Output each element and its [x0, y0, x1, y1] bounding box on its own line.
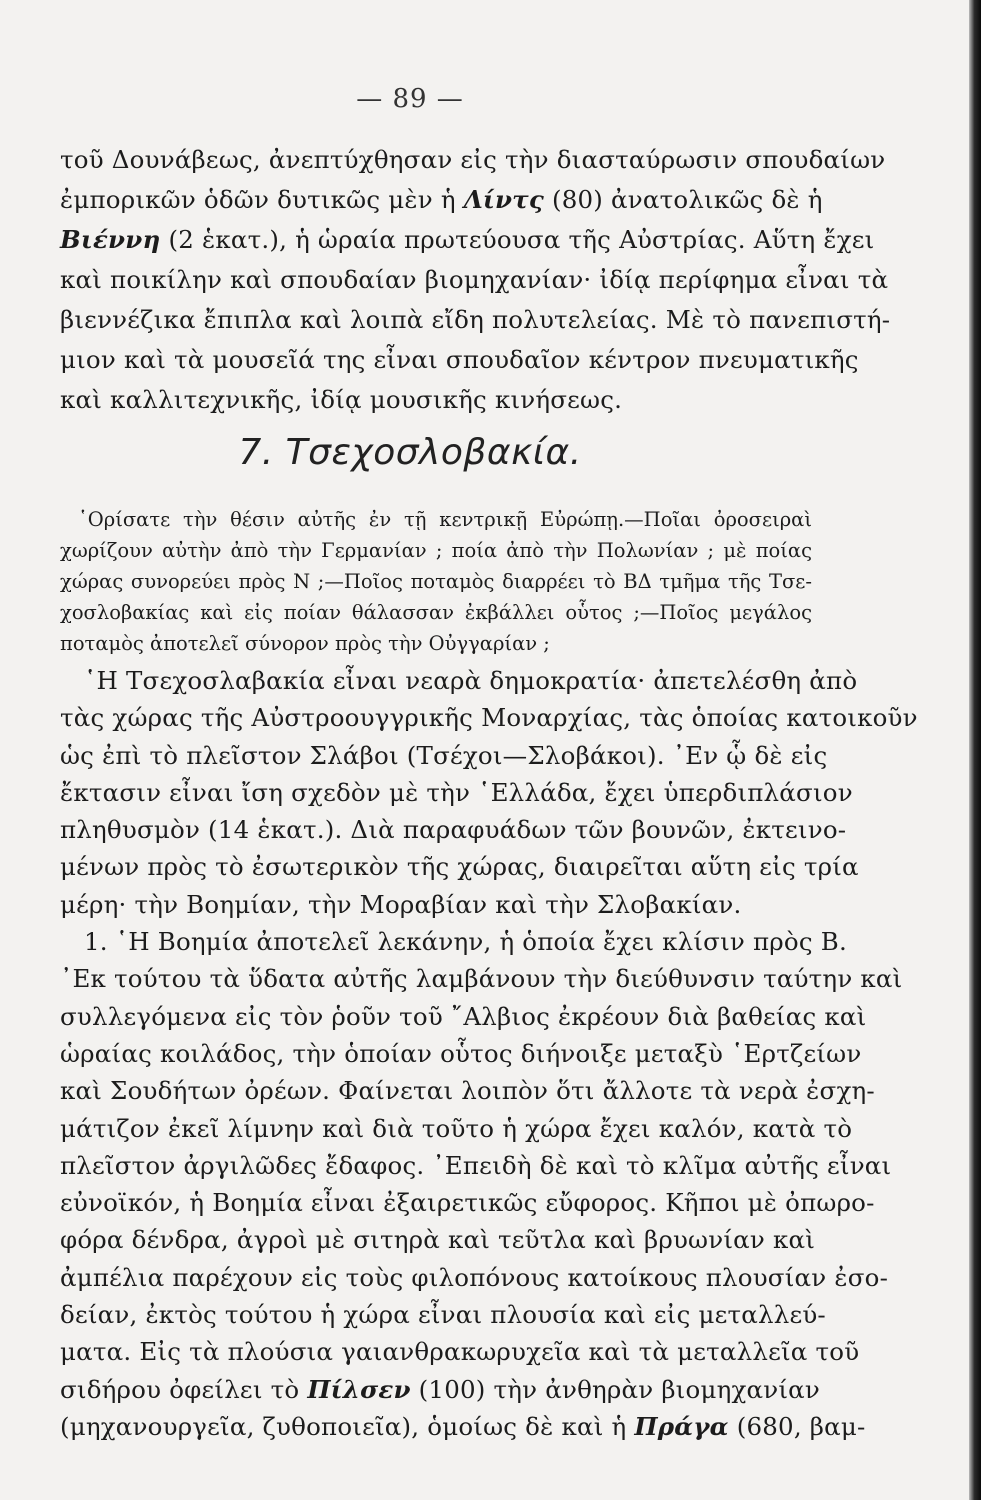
text-line: ἐμπορικῶν ὁδῶν δυτικῶς μὲν ἡ Λίντς (80) ἀνατολικῶς δὲ ἡ	[60, 185, 823, 214]
text-line: δείαν, ἐκτὸς τούτου ἡ χώρα εἶναι πλουσία καὶ εἰς μεταλλεύ-	[60, 1300, 826, 1330]
text-line: ὡς ἐπὶ τὸ πλεῖστον Σλάβοι (Τσέχοι—Σλοβάκοι). ᾿Εν ᾧ δὲ εἰς	[60, 740, 828, 770]
text-line: Βιέννη (2 ἑκατ.), ἡ ὡραία πρωτεύουσα τῆς Αὐστρίας. Αὕτη ἔχει	[60, 225, 875, 254]
text-line: ματα. Εἰς τὰ πλούσια γαιανθρακωρυχεῖα καὶ τὰ μεταλλεῖα τοῦ	[60, 1337, 860, 1367]
question-line: χώρας συνορεύει πρὸς Ν ;—Ποῖος ποταμὸς διαρρέει τὸ ΒΔ τμῆμα τῆς Τσε-	[60, 570, 812, 593]
text-line: ὡραίας κοιλάδος, τὴν ὁποίαν οὗτος διήνοιξε μεταξὺ ῾Ερτζείων	[60, 1038, 862, 1068]
text-line: βιεννέζικα ἔπιπλα καὶ λοιπὰ εἴδη πολυτελείας. Μὲ τὸ πανεπιστή-	[60, 305, 891, 334]
place-name: Λίντς	[463, 185, 544, 214]
body-text	[60, 662, 918, 1445]
text-line: πληθυσμὸν (14 ἑκατ.). Διὰ παραφυάδων τῶν βουνῶν, ἐκτεινο-	[60, 815, 847, 845]
place-name: Πράγα	[634, 1411, 729, 1441]
text-line: τὰς χώρας τῆς Αὐστροουγγρικῆς Μοναρχίας, τὰς ὁποίας κατοικοῦν	[60, 703, 918, 733]
text-line: μάτιζον ἐκεῖ λίμνην καὶ διὰ τοῦτο ἡ χώρα ἔχει καλόν, κατὰ τὸ	[60, 1113, 853, 1143]
text-line: μέρη· τὴν Βοημίαν, τὴν Μοραβίαν καὶ τὴν Σλοβακίαν.	[60, 889, 742, 919]
text-line: καὶ Σουδήτων ὀρέων. Φαίνεται λοιπὸν ὅτι ἄλλοτε τὰ νερὰ ἐσχη-	[60, 1076, 875, 1106]
text-line: καὶ ποικίλην καὶ σπουδαίαν βιομηχανίαν· ἰδίᾳ περίφημα εἶναι τὰ	[60, 265, 889, 294]
page-number: — 89 —	[356, 84, 464, 114]
text-line: καὶ καλλιτεχνικῆς, ἰδίᾳ μουσικῆς κινήσεως.	[60, 385, 623, 414]
text-line: σιδήρου ὀφείλει τὸ Πίλσεν (100) τὴν ἀνθηρὰν βιομηχανίαν	[60, 1374, 820, 1404]
text-line: 1. ῾Η Βοημία ἀποτελεῖ λεκάνην, ἡ ὁποία ἔχει κλίσιν πρὸς Β.	[84, 927, 847, 957]
paragraph-intro	[60, 140, 891, 420]
question-line: χοσλοβακίας καὶ εἰς ποίαν θάλασσαν ἐκβάλλει οὗτος ;—Ποῖος μεγάλος	[60, 601, 812, 624]
text-line: ᾿Εκ τούτου τὰ ὕδατα αὐτῆς λαμβάνουν τὴν διεύθυνσιν ταύτην καὶ	[60, 964, 903, 994]
place-name: Βιέννη	[60, 225, 161, 254]
text-line: ἔκτασιν εἶναι ἴση σχεδὸν μὲ τὴν ῾Ελλάδα, ἔχει ὑπερδιπλάσιον	[60, 777, 853, 807]
text-line: εὐνοϊκόν, ἡ Βοημία εἶναι ἐξαιρετικῶς εὔφορος. Κῆποι μὲ ὀπωρο-	[60, 1188, 875, 1218]
questions-block	[60, 504, 812, 659]
text-line: πλεῖστον ἀργιλῶδες ἔδαφος. ᾿Επειδὴ δὲ καὶ τὸ κλῖμα αὐτῆς εἶναι	[60, 1150, 892, 1180]
section-heading: 7. Τσεχοσλοβακία.	[238, 432, 582, 473]
text-line: τοῦ Δουνάβεως, ἀνεπτύχθησαν εἰς τὴν διασταύρωσιν σπουδαίων	[60, 145, 886, 174]
text-line: συλλεγόμενα εἰς τὸν ῥοῦν τοῦ ῎Αλβιος ἐκρέουν διὰ βαθείας καὶ	[60, 1001, 867, 1031]
text-line: μένων πρὸς τὸ ἐσωτερικὸν τῆς χώρας, διαιρεῖται αὕτη εἰς τρία	[60, 852, 859, 882]
text-line: μιον καὶ τὰ μουσεῖά της εἶναι σπουδαῖον κέντρον πνευματικῆς	[60, 345, 859, 374]
place-name: Πίλσεν	[307, 1374, 411, 1404]
question-line: χωρίζουν αὐτὴν ἀπὸ τὴν Γερμανίαν ; ποία ἀπὸ τὴν Πολωνίαν ; μὲ ποίας	[60, 539, 812, 562]
question-line: ῾Ορίσατε τὴν θέσιν αὐτῆς ἐν τῇ κεντρικῇ Εὐρώπῃ.—Ποῖαι ὀροσειραὶ	[78, 508, 812, 531]
text-line: ἀμπέλια παρέχουν εἰς τοὺς φιλοπόνους κατοίκους πλουσίαν ἐσο-	[60, 1262, 889, 1292]
text-line: (μηχανουργεῖα, ζυθοποιεῖα), ὁμοίως δὲ καὶ ἡ Πράγα (680, βαμ-	[60, 1411, 866, 1441]
text-line: φόρα δένδρα, ἀγροὶ μὲ σιτηρὰ καὶ τεῦτλα καὶ βρυωνίαν καὶ	[60, 1225, 816, 1255]
scan-edge	[969, 0, 981, 1500]
question-line: ποταμὸς ἀποτελεῖ σύνορον πρὸς τὴν Οὐγγαρίαν ;	[60, 632, 550, 655]
text-line: ῾Η Τσεχοσλαβακία εἶναι νεαρὰ δημοκρατία· ἀπετελέσθη ἀπὸ	[84, 666, 858, 695]
